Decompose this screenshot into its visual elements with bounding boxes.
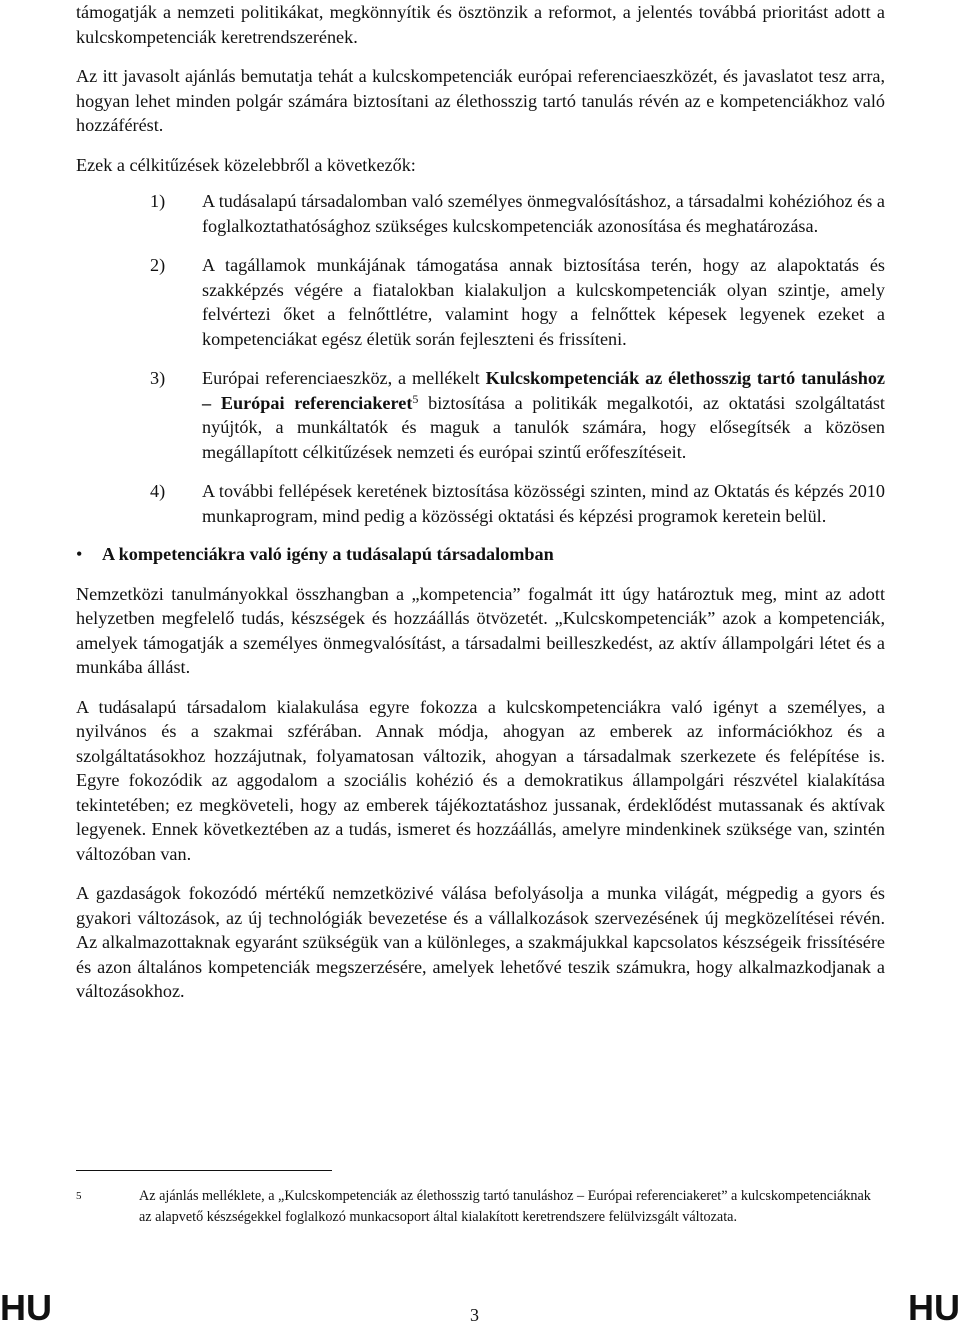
goals-list xyxy=(76,189,885,528)
document-body xyxy=(76,0,885,1004)
goal-number: 3) xyxy=(150,368,166,388)
footer-language-left: HU xyxy=(0,1287,52,1328)
footer-language-right: HU xyxy=(908,1287,960,1328)
goal-item-1 xyxy=(76,189,885,238)
economies-paragraph: A gazdaságok fokozódó mértékű nemzetközivé válása befolyásolja a munka világát, mégpedig a gyors és gyakori változások, az új technológiák bevezetése és a vállalkozások szervezésének új megközelítései révén. Az alkalmazottaknak egyaránt szükségük van a különleges, a szakmájukkal kapcsolatos készségeik frissítésére és azon általános kompetenciák megszerzésére, amelyek lehetővé teszik számukra, hogy alkalmazkodjanak a változásokhoz. xyxy=(76,883,885,1001)
section-heading xyxy=(76,542,885,567)
goal-number: 2) xyxy=(150,255,166,275)
footnote-reference: 5 xyxy=(412,391,419,406)
definition-paragraph: Nemzetközi tanulmányokkal összhangban a „kompetencia” fogalmát itt úgy határoztuk meg, mint az adott helyzetben megfelelő tudás, készségek és hozzáállás ötvözetét. „Kulcskompetenciák” azok a kompetenciák, amelyek támogatják a személyes önmegvalósítást, a társadalmi beilleszkedést, az aktív állampolgári létet és a munkába állást. xyxy=(76,583,885,677)
knowledge-society-paragraph: A tudásalapú társadalom kialakulása egyre fokozza a kulcskompetenciákra való igényt a személyes, a nyilvános és a szakmai szférában. Annak módja, ahogyan az emberek az információkhoz és a szolgáltatásokhoz hozzájutnak, folyamatosan változik, ahogyan a társadalmak szerkezete és felépítése is. Egyre fokozódik az aggodalom a szociális kohézió és a demokratikus állampolgári részvétel kialakítása tekintetében; ez megköveteli, hogy az emberek tájékoztatáshoz jussanak, érdeklődést mutassanak és aktívak legyenek. Ennek következtében az a tudás, ismeret és hozzáállás, amelyre mindenkinek szüksége van, szintén változóban van. xyxy=(76,696,885,864)
goal-text-after: biztosítása a politikák megalkotói, az oktatási szolgáltatást nyújtók, a munkáltatók és maguk a tanulók számára, hogy elősegítsék a közösen megállapított célkitűzések nemzeti és európai szintű erőfeszítéseit. xyxy=(202,392,885,462)
goals-intro: Ezek a célkitűzések közelebbről a következők: xyxy=(76,154,416,175)
goal-text: A tagállamok munkájának támogatása annak biztosítása terén, hogy az alapoktatás és szakképzés végére a fiatalokban kialakuljon a kulcskompetenciák olyan szintje, amely felvértezi őket a felnőttlétre, valamint hogy a felnőttek képesek legyenek ezeket a kompetenciákat egész életük során fejleszteni és frissíteni. xyxy=(202,255,885,349)
goal-text: A tudásalapú társadalomban való személyes önmegvalósításhoz, a társadalmi kohézióhoz és a foglalkoztathatósághoz szükséges kulcskompetenciák azonosítása és meghatározása. xyxy=(202,191,885,236)
page-number: 3 xyxy=(470,1305,479,1325)
goal-item-2 xyxy=(76,253,885,351)
footnote-number: 5 xyxy=(76,1190,82,1202)
goal-text-before: Európai referenciaeszköz, a mellékelt xyxy=(202,368,486,388)
footnote-text: Az ajánlás melléklete, a „Kulcskompetenciák az élethosszig tartó tanuláshoz – Európai referenciakeret” a kulcskompetenciáknak az alapvető készségekkel foglalkozó munkacsoport által kialakított keretrendszere felülvizsgált változata. xyxy=(139,1188,871,1225)
proposal-paragraph: Az itt javasolt ajánlás bemutatja tehát a kulcskompetenciák európai referenciaeszközét, és javaslatot tesz arra, hogyan lehet minden polgár számára biztosítani az élethosszig tartó tanulás révén az e kompetenciákhoz való hozzáférést. xyxy=(76,66,885,135)
goal-text: A további fellépések keretének biztosítása közösségi szinten, mind az Oktatás és képzés 2010 munkaprogram, mind pedig a közösségi oktatási és képzési programok keretein belül. xyxy=(202,481,885,526)
goal-number: 4) xyxy=(150,481,166,501)
goal-number: 1) xyxy=(150,191,166,211)
footnote-separator xyxy=(76,1170,332,1171)
section-heading-text: A kompetenciákra való igény a tudásalapú társadalomban xyxy=(102,544,554,564)
goal-item-3 xyxy=(76,366,885,464)
bullet-icon: • xyxy=(76,544,83,564)
intro-continued-paragraph: támogatják a nemzeti politikákat, megkönnyítik és ösztönzik a reformot, a jelentés továbbá prioritást adott a kulcskompetenciák keretrendszerének. xyxy=(76,2,885,47)
reference-framework-title: Kulcskompetenciák az élethosszig tartó tanuláshoz – Európai referenciakeret xyxy=(202,368,886,413)
goal-item-4 xyxy=(76,479,885,528)
footnote xyxy=(76,1186,885,1228)
